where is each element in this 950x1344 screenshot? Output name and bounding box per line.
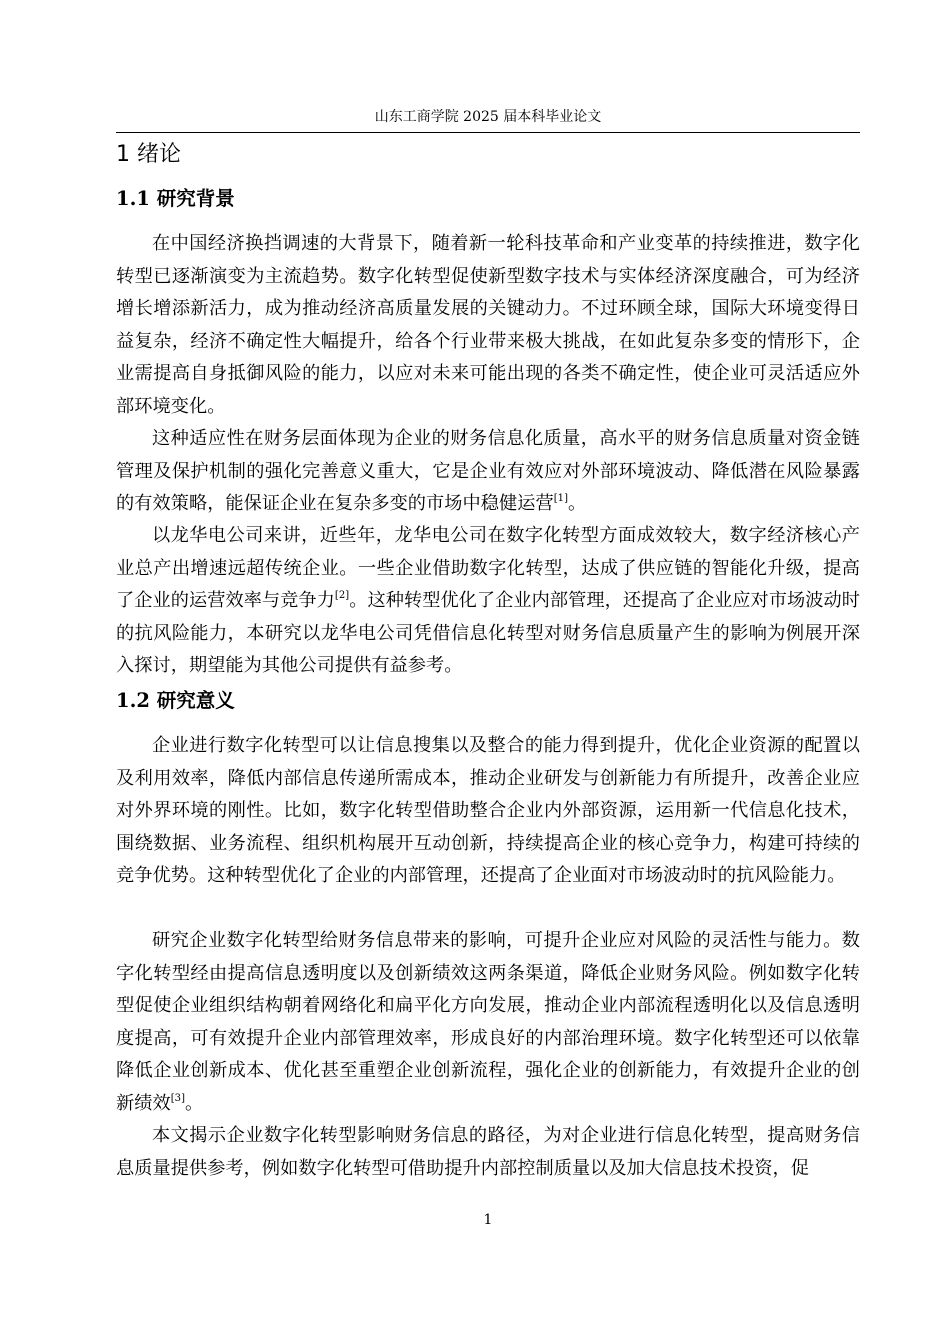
section-title-background: 1.1 研究背景	[116, 187, 235, 210]
citation-ref: [1]	[553, 493, 569, 504]
paragraph: 企业进行数字化转型可以让信息搜集以及整合的能力得到提升，优化企业资源的配置以及利用效率，降低内部信息传递所需成本，推动企业研发与创新能力有所提升，改善企业应对外界环境的刚性。比如，数字化转型借助整合企业内外部资源，运用新一代信息化技术，围绕数据、业务流程、组织机构展开互动创新，持续提高企业的核心竞争力，构建可持续的竞争优势。这种转型优化了企业的内部管理，还提高了企业面对市场波动时的抗风险能力。	[116, 735, 860, 886]
page-number: 1	[483, 1212, 493, 1228]
paragraph: 以龙华电公司来讲，近些年，龙华电公司在数字化转型方面成效较大，数字经济核心产业总产出增速远超传统企业。一些企业借助数字化转型，达成了供应链的智能化升级，提高了企业的运营效率与竞争力[2]。这种转型优化了企业内部管理，还提高了企业应对市场波动时的抗风险能力，本研究以龙华电公司凭借信息化转型对财务信息质量产生的影响为例展开深入探讨，期望能为其他公司提供有益参考。	[116, 525, 860, 676]
chapter-title: 1 绪论	[116, 142, 181, 167]
paragraph: 本文揭示企业数字化转型影响财务信息的路径，为对企业进行信息化转型，提高财务信息质量提供参考，例如数字化转型可借助提升内部控制质量以及加大信息技术投资，促	[116, 1125, 860, 1179]
section-title-significance: 1.2 研究意义	[116, 689, 235, 712]
paragraph: 在中国经济换挡调速的大背景下，随着新一轮科技革命和产业变革的持续推进，数字化转型已逐渐演变为主流趋势。数字化转型促使新型数字技术与实体经济深度融合，可为经济增长增添新活力，成为推动经济高质量发展的关键动力。不过环顾全球，国际大环境变得日益复杂，经济不确定性大幅提升，给各个行业带来极大挑战，在如此复杂多变的情形下，企业需提高自身抵御风险的能力，以应对未来可能出现的各类不确定性，使企业可灵活适应外部环境变化。	[116, 233, 860, 417]
running-header: 山东工商学院 2025 届本科毕业论文	[374, 109, 602, 125]
citation-ref: [3]	[170, 1092, 186, 1104]
header-rule	[116, 132, 860, 133]
citation-ref: [2]	[334, 590, 350, 601]
paragraph: 研究企业数字化转型给财务信息带来的影响，可提升企业应对风险的灵活性与能力。数字化转型经由提高信息透明度以及创新绩效这两条渠道，降低企业财务风险。例如数字化转型促使企业组织结构朝着网络化和扁平化方向发展，推动企业内部流程透明化以及信息透明度提高，可有效提升企业内部管理效率，形成良好的内部治理环境。数字化转型还可以依靠降低企业创新成本、优化甚至重塑企业创新流程，强化企业的创新能力，有效提升企业的创新绩效[3]。	[116, 930, 860, 1114]
paragraph: 这种适应性在财务层面体现为企业的财务信息化质量，高水平的财务信息质量对资金链管理及保护机制的强化完善意义重大，它是企业有效应对外部环境波动、降低潜在风险暴露的有效策略，能保证企业在复杂多变的市场中稳健运营[1]。	[116, 428, 860, 514]
